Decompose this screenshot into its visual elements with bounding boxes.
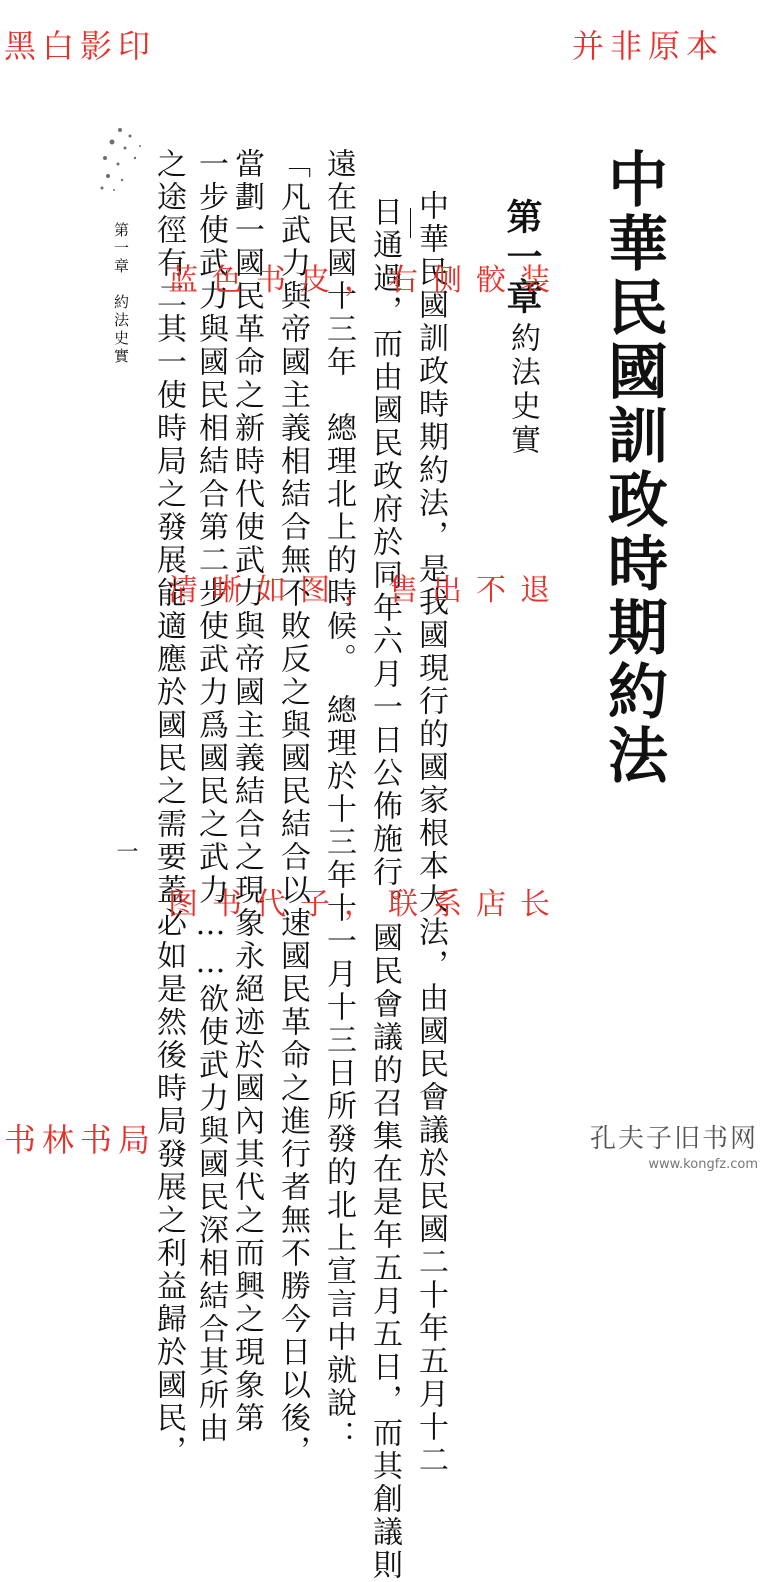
book-title: 中華民國訓政時期約法: [598, 148, 668, 788]
logo-name: 孔夫子旧书网: [589, 1124, 758, 1154]
chapter-title: 約法史實: [505, 322, 540, 458]
watermark-top-left: 黑白影印: [4, 27, 157, 65]
watermark-bottom-left: 书林书局: [4, 1121, 157, 1159]
body-column-3: 遠在民國十三年 總理北上的時候。 總理於十三年十一月十三日所發的北上宣言中就說：: [321, 148, 356, 1453]
chapter-heading: 第一章: [501, 198, 543, 318]
watermark-band-1: 蓝色书皮，右侧骹装: [168, 263, 564, 298]
body-column-6: 一步使武力與國民相結合第二步使武力爲國民之武力……欲使武力與國民深相結合其所由: [193, 148, 228, 1445]
body-column-1: 中華民國訓政時期約法，是我國現行的國家根本大法，由國民會議於民國二十年五月十二: [413, 190, 448, 1477]
kongfz-logo: [578, 1118, 758, 1172]
watermark-band-3: 图书代子，联系店长: [168, 887, 564, 922]
body-column-4: 「凡武力與帝國主義相結合無不敗反之與國民結合以速國民革命之進行者無不勝今日以後，: [275, 148, 310, 1468]
logo-url: www.kongfz.com: [648, 1157, 758, 1172]
body-column-5: 當劃一國民革命之新時代使武力與帝國主義結合之現象永絕迹於國內其代之而興之現象第: [229, 148, 264, 1435]
body-column-2: 日通過，而由國民政府於同年六月一日公佈施行。國民會議的召集在是年五月五日，而其創議則: [367, 196, 402, 1582]
watermark-top-right: 并非原本: [572, 27, 725, 65]
watermark-band-2: 清晰如图，售出不退: [168, 573, 564, 608]
page-number: 一: [113, 840, 138, 862]
running-head: 第一章 約法史實: [112, 222, 130, 366]
body-column-7: 之途徑有二其一使時局之發展能適應於國民之需要蓋必如是然後時局發展之利益歸於國民，: [151, 148, 186, 1468]
